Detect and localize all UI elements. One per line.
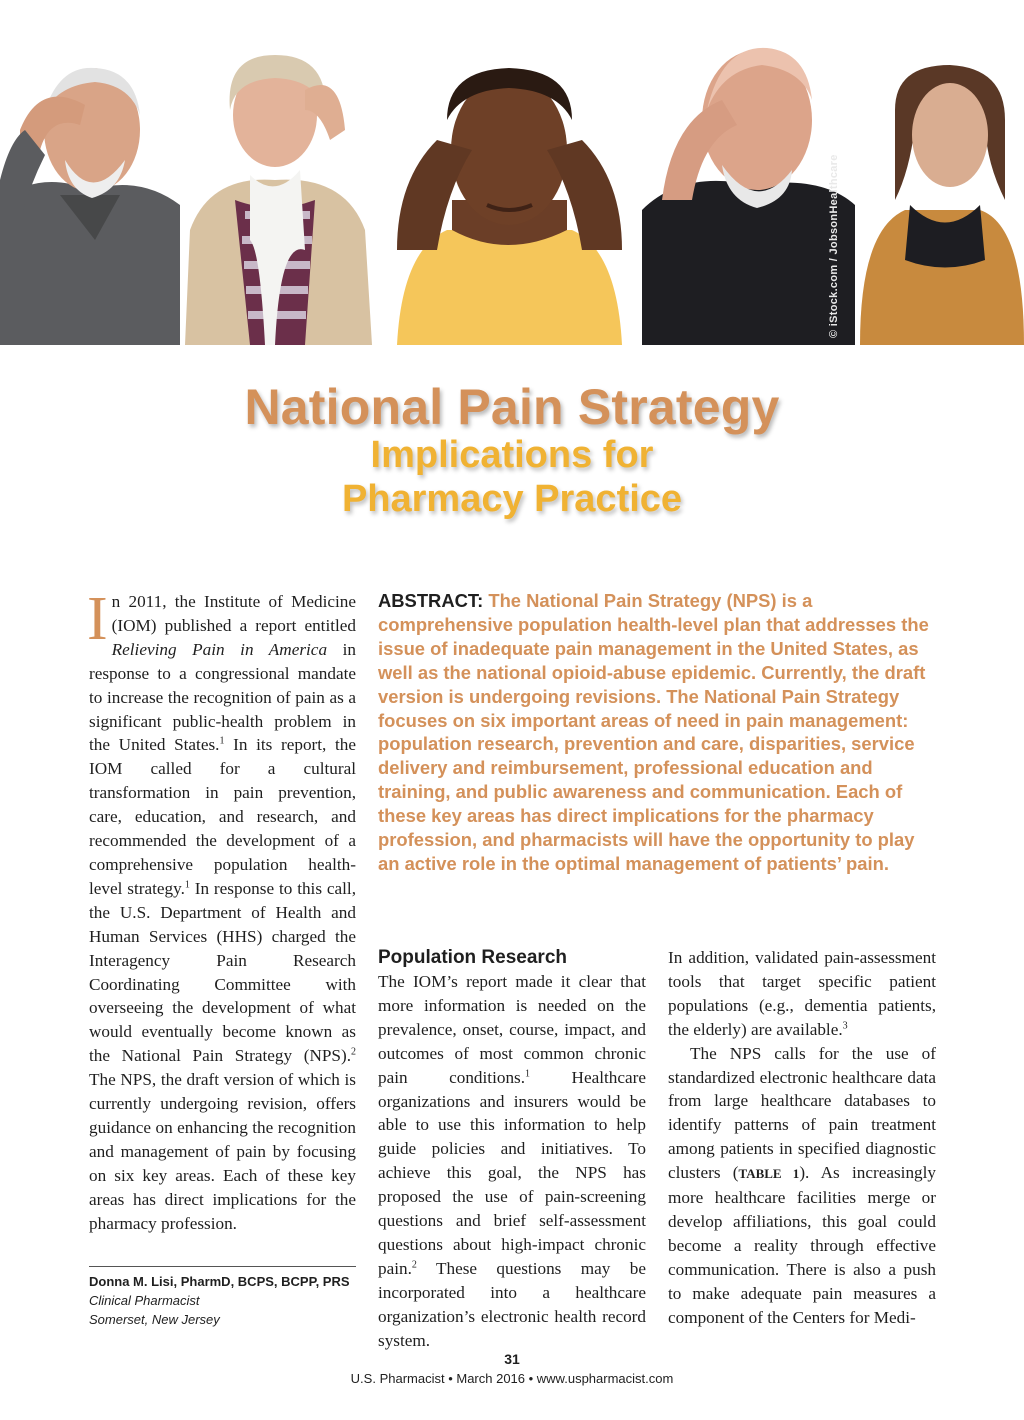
older-woman-holding-head-photo (180, 0, 377, 345)
page-footer (0, 1350, 1024, 1388)
section-heading: Population Research (378, 947, 567, 968)
right-column (668, 946, 936, 1330)
intro-text: In response to this call, the U.S. Department of Health and Human Services (HHS) charged the Interagency Pain Research Coordinating Committee with overseeing the development of what would eventually become known as the National Pain Strategy (NPS). (89, 878, 357, 1066)
article-title: National Pain Strategy (244, 379, 780, 435)
abstract (378, 589, 938, 876)
publication-line: U.S. Pharmacist • March 2016 • www.uspharmacist.com (350, 1371, 674, 1386)
article-subtitle-line2: Pharmacy Practice (341, 478, 683, 520)
body-text: These questions may be incorporated into a healthcare organization’s electronic health record system. (378, 1258, 646, 1350)
paragraph (668, 946, 936, 1042)
intro-text: n 2011, the Institute of Medicine (IOM) published a report entitled (111, 592, 356, 635)
photo-credit: © iStock.com / JobsonHealthcare (828, 154, 840, 338)
body-text: In addition, validated pain-assessment tools that target specific patient populations (e.g., dementia patients, the elderly) are available. (668, 948, 936, 1039)
abstract-label: ABSTRACT: (378, 590, 484, 611)
reference-marker: 1 (219, 735, 225, 747)
young-woman-headache-photo (377, 0, 642, 345)
page-number: 31 (504, 1351, 520, 1367)
body-text: The IOM’s report made it clear that more information is needed on the prevalence, onset, course, impact, and outcomes of most common chronic pain conditions. (378, 972, 646, 1087)
intro-text: In its report, the IOM called for a cultural transformation in pain prevention, care, education, and research, and recommended the development of a comprehensive population health-level strategy. (89, 735, 356, 898)
author-name: Donna M. Lisi, PharmD, BCPS, BCPP, PRS (89, 1274, 350, 1289)
reference-marker: 1 (184, 879, 190, 891)
reference-marker: 2 (411, 1259, 417, 1271)
abstract-text: The National Pain Strategy (NPS) is a comprehensive population health-level plan that addresses the issue of inadequate pain management in the United States, as well as the national opioid-abuse epidemic. Currently, the draft version is undergoing revisions. The National Pain Strategy focuses on six important areas of need in pain management: population research, prevention and care, disparities, service delivery and reimbursement, professional education and training, and public awareness and communication. Each of these key areas has direct implications for the pharmacy profession, and pharmacists will have the opportunity to play an active role in the optimal management of patients’ pain. (378, 590, 929, 874)
bald-man-holding-head-photo (642, 0, 855, 345)
intro-text: The NPS, the draft version of which is currently undergoing revision, offers guidance on enhancing the recognition and management of pain by focusing on six key areas. Each of these key areas has direct implications for the pharmacy profession. (89, 1070, 356, 1233)
intro-column (87, 585, 357, 1235)
author-byline (89, 1272, 356, 1329)
book-title: Relieving Pain in America (111, 639, 328, 659)
reference-marker: 3 (842, 1019, 848, 1031)
author-role: Clinical Pharmacist (89, 1293, 200, 1308)
reference-marker: 2 (351, 1046, 356, 1058)
reference-marker: 1 (525, 1067, 531, 1079)
paragraph (668, 1042, 936, 1330)
article-subtitle-line1: Implications for (370, 434, 654, 476)
body-text: The NPS calls for the use of standardized electronic healthcare data from large healthcare databases to identify patterns of pain treatment among patients in specified diagnostic clusters ( (668, 1043, 936, 1183)
body-text: ). As increasingly more healthcare facilities merge or develop affiliations, this goal could become a reality through effective communication. There is also a push to make adequate pain measures a component of the Centers for Medi- (668, 1163, 936, 1327)
header-photo-strip (0, 0, 1024, 345)
older-man-holding-head-photo (0, 0, 180, 345)
population-research-section (378, 946, 646, 1353)
table-reference: TABLE 1 (738, 1166, 800, 1182)
woman-looking-down-photo (855, 0, 1024, 345)
drop-cap: I (87, 585, 108, 653)
author-location: Somerset, New Jersey (89, 1312, 220, 1327)
intro-text: in response to a congressional mandate to increase the recognition of pain as a significant public-health problem in the United States. (89, 639, 356, 755)
body-text: Healthcare organizations and insurers would be able to use this information to help guide policies and initiatives. To achieve this goal, the NPS has proposed the use of pain-screening questions and brief self-assessment questions about high-impact chronic pain. (378, 1067, 646, 1278)
byline-divider (89, 1266, 356, 1267)
